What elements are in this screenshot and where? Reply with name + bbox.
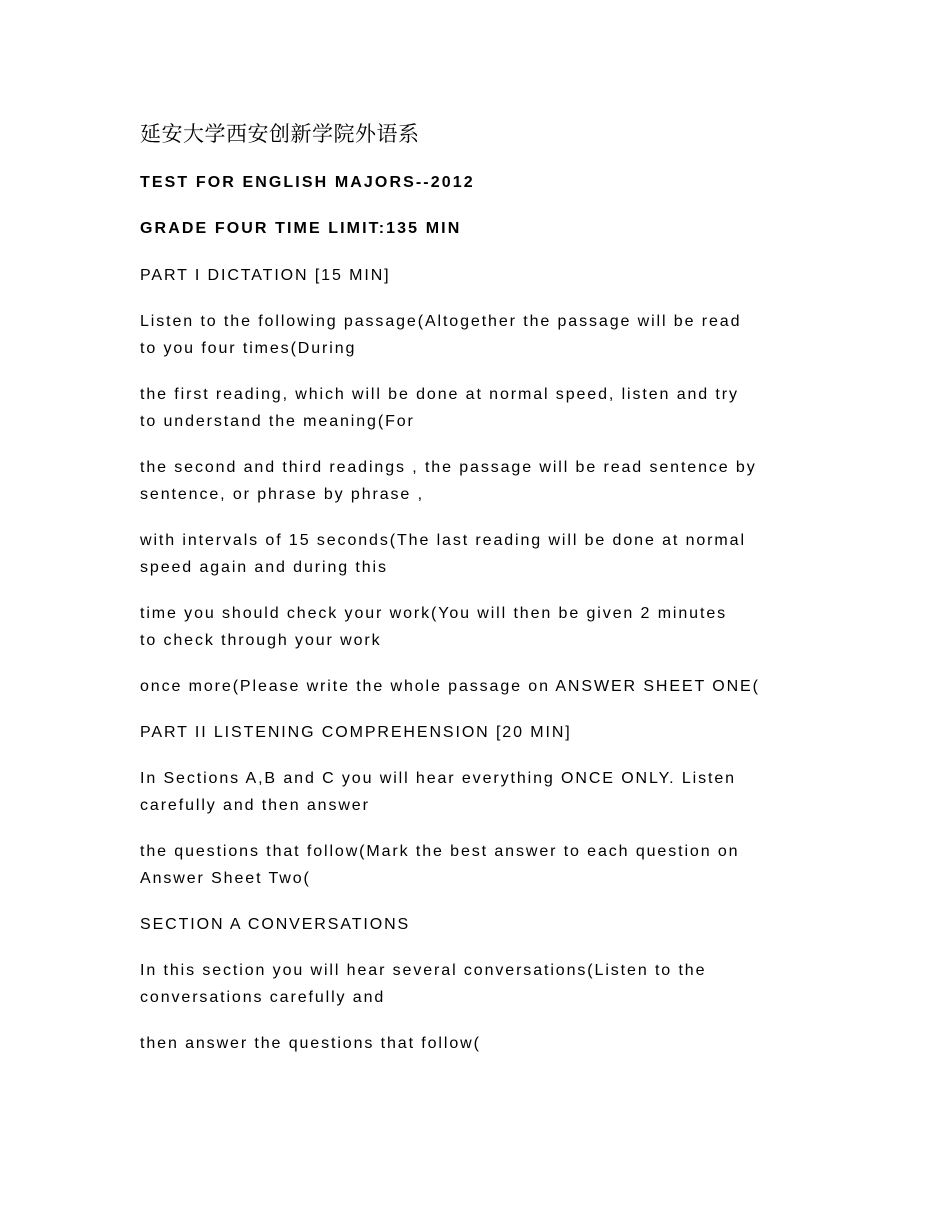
- paragraph-line: conversations carefully and: [140, 989, 386, 1006]
- paragraph-line: to check through your work: [140, 632, 382, 649]
- paragraph-line: speed again and during this: [140, 559, 388, 576]
- paragraph-line: then answer the questions that follow(: [140, 1035, 481, 1052]
- paragraph-line: SECTION A CONVERSATIONS: [140, 916, 411, 933]
- paragraph-line: Answer Sheet Two(: [140, 870, 311, 887]
- paragraph-line: Listen to the following passage(Altogether the passage will be read: [140, 313, 742, 330]
- paragraph: [140, 765, 820, 819]
- paragraph-line: time you should check your work(You will then be given 2 minutes: [140, 605, 728, 622]
- paragraph: [140, 308, 820, 362]
- department-title: 延安大学西安创新学院外语系: [140, 122, 420, 146]
- paragraph: [140, 600, 820, 654]
- grade-time-heading: GRADE FOUR TIME LIMIT:135 MIN: [140, 220, 462, 237]
- paragraph: [140, 673, 820, 700]
- paragraph: [140, 838, 820, 892]
- paragraph-line: PART II LISTENING COMPREHENSION [20 MIN]: [140, 724, 572, 741]
- paragraph-line: In Sections A,B and C you will hear everything ONCE ONLY. Listen: [140, 770, 736, 787]
- test-heading: TEST FOR ENGLISH MAJORS--2012: [140, 174, 475, 191]
- paragraph-line: the first reading, which will be done at normal speed, listen and try: [140, 386, 739, 403]
- paragraph: [140, 1030, 820, 1057]
- paragraph-line: the second and third readings , the passage will be read sentence by: [140, 459, 757, 476]
- paragraph-line: once more(Please write the whole passage on ANSWER SHEET ONE(: [140, 678, 760, 695]
- paragraph-line: PART I DICTATION [15 MIN]: [140, 267, 391, 284]
- paragraph: [140, 454, 820, 508]
- paragraph-line: In this section you will hear several conversations(Listen to the: [140, 962, 707, 979]
- paragraph: [140, 911, 820, 938]
- paragraph-line: to you four times(During: [140, 340, 357, 357]
- paragraph: [140, 719, 820, 746]
- paragraph-line: with intervals of 15 seconds(The last reading will be done at normal: [140, 532, 746, 549]
- paragraph: [140, 381, 820, 435]
- paragraph-line: to understand the meaning(For: [140, 413, 415, 430]
- paragraph: [140, 527, 820, 581]
- paragraph: [140, 262, 820, 289]
- paragraph-line: carefully and then answer: [140, 797, 370, 814]
- paragraph-line: the questions that follow(Mark the best answer to each question on: [140, 843, 740, 860]
- paragraph-line: sentence, or phrase by phrase ,: [140, 486, 424, 503]
- document-body: [140, 118, 820, 1076]
- paragraph: [140, 957, 820, 1011]
